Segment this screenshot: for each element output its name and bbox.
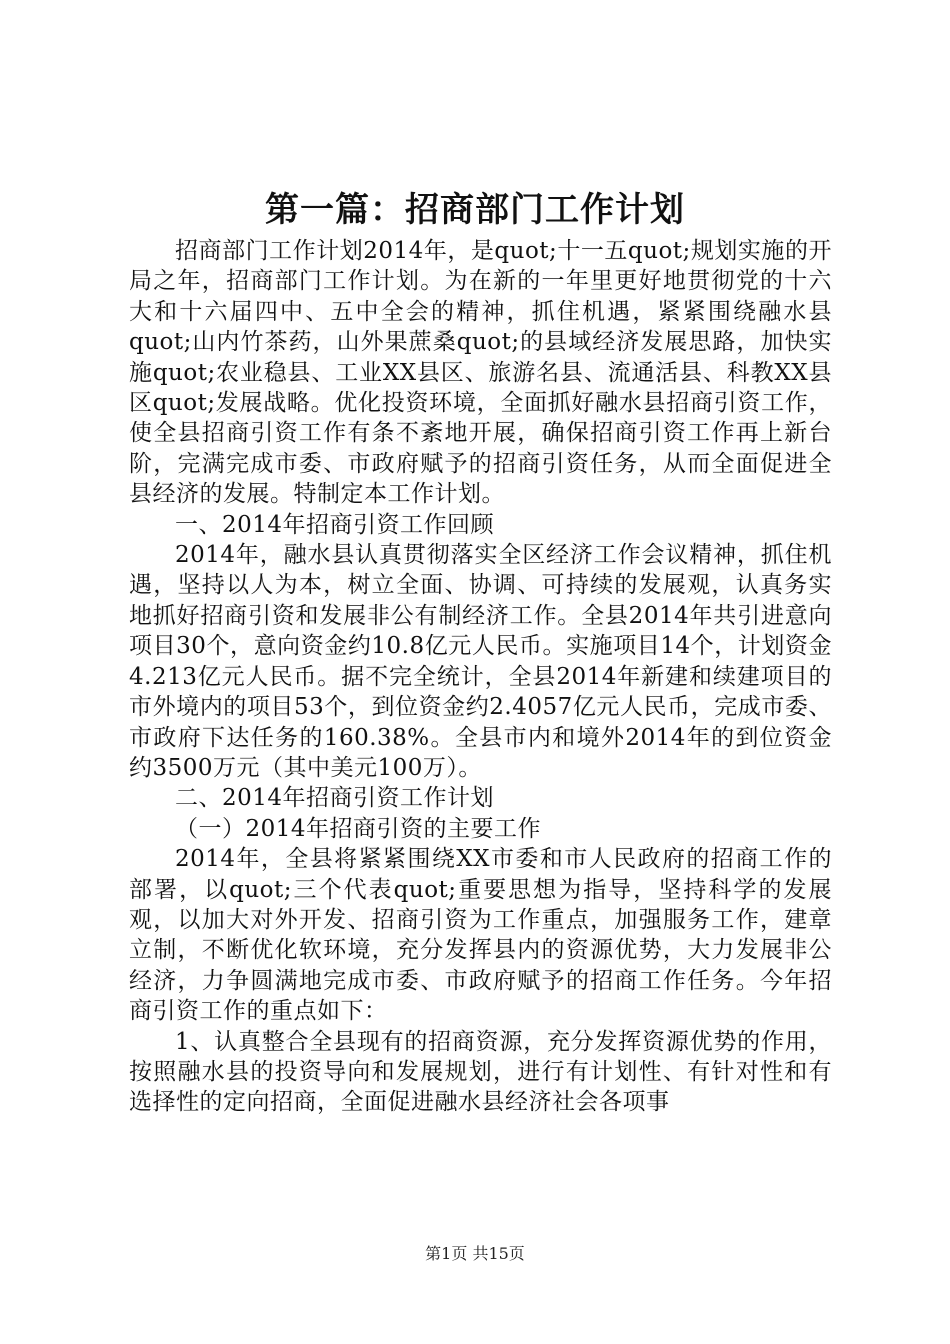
section-heading-plan: 二、2014年招商引资工作计划 (175, 785, 495, 812)
review-paragraph: 2014年，融水县认真贯彻落实全区经济工作会议精神，抓住机遇，坚持以人为本，树立全面、协调、可持续的发展观，认真务实地抓好招商引资和发展非公有制经济工作。全县2014年共引进意向项目30个，意向资金约10.8亿元人民币。实施项目14个，计划资金4.213亿元人民币。据不完全统计，全县2014年新建和续建项目的市外境内的项目53个，到位资金约2.4057亿元人民币，完成市委、市政府下达任务的160.38%。全县市内和境外2014年的到位资金约3500万元（其中美元100万）。 (129, 542, 832, 781)
list-item-1: 1、认真整合全县现有的招商资源，充分发挥资源优势的作用，按照融水县的投资导向和发展规划，进行有计划性、有针对性和有选择性的定向招商，全面促进融水县经济社会各项事 (129, 1028, 832, 1116)
intro-paragraph: 招商部门工作计划2014年，是quot;十一五quot;规划实施的开局之年，招商部门工作计划。为在新的一年里更好地贯彻党的十六大和十六届四中、五中全会的精神，抓住机遇，紧紧围绕融水县quot;山内竹茶药，山外果蔗桑quot;的县域经济发展思路，加快实施quot;农业稳县、工业XX县区、旅游名县、流通活县、科教XX县区quot;发展战略。优化投资环境，全面抓好融水县招商引资工作，使全县招商引资工作有条不紊地开展，确保招商引资工作再上新台阶，完满完成市委、市政府赋予的招商引资任务，从而全面促进全县经济的发展。特制定本工作计划。 (129, 238, 832, 508)
section-heading-review: 一、2014年招商引资工作回顾 (175, 511, 495, 538)
document-title: 第一篇：招商部门工作计划 (265, 190, 685, 230)
page-number-footer: 第1页 共15页 (425, 1244, 525, 1263)
document-body (129, 236, 832, 1118)
plan-paragraph: 2014年，全县将紧紧围绕XX市委和市人民政府的招商工作的部署，以quot;三个代表quot;重要思想为指导，坚持科学的发展观，以加大对外开发、招商引资为工作重点，加强服务工作，建章立制，不断优化软环境，充分发挥县内的资源优势，大力发展非公经济，力争圆满地完成市委、市政府赋予的招商工作任务。今年招商引资工作的重点如下： (129, 846, 832, 1025)
subsection-heading-main-work: （一）2014年招商引资的主要工作 (175, 815, 542, 842)
